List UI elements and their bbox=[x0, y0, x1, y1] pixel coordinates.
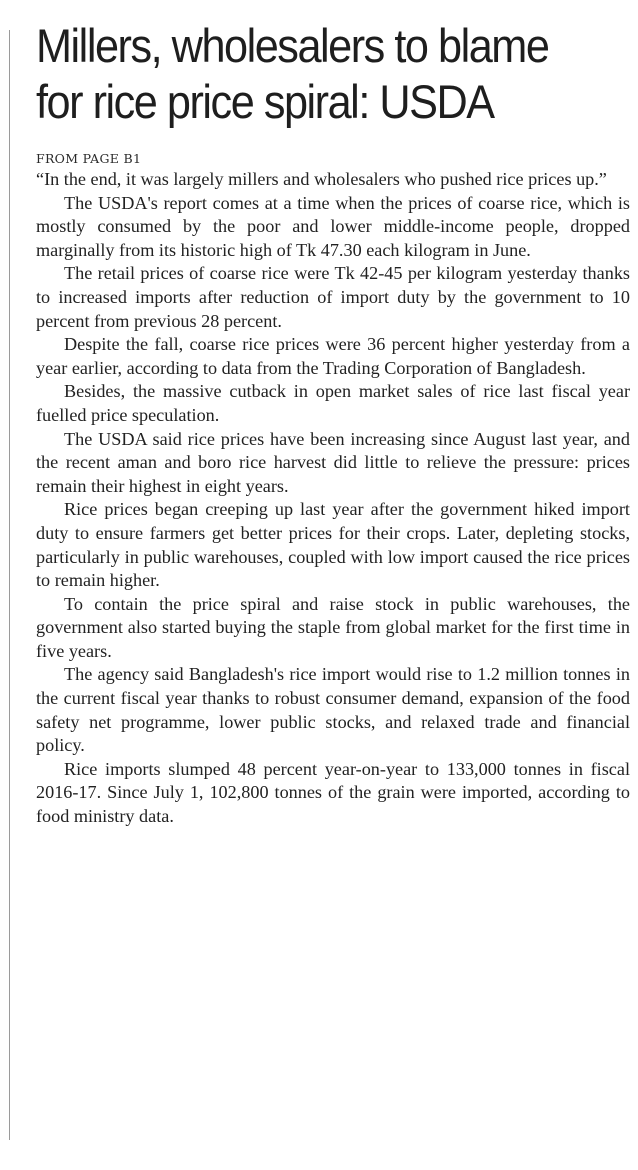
article-body bbox=[36, 168, 630, 829]
paragraph: The retail prices of coarse rice were Tk 42-45 per kilogram yesterday thanks to increased imports after reduction of import duty by the government to 10 percent from previous 28 percent. bbox=[36, 263, 630, 331]
article bbox=[36, 18, 630, 829]
headline-line-2: for rice price spiral: USDA bbox=[36, 75, 494, 128]
column-rule bbox=[9, 30, 10, 1140]
paragraph: To contain the price spiral and raise stock in public warehouses, the government also started buying the staple from global market for the first time in five years. bbox=[36, 593, 630, 661]
paragraph: Rice imports slumped 48 percent year-on-year to 133,000 tonnes in fiscal 2016-17. Since July 1, 102,800 tonnes of the grain were imported, according to food ministry data. bbox=[36, 758, 630, 827]
paragraph: “In the end, it was largely millers and wholesalers who pushed rice prices up.” bbox=[36, 169, 607, 189]
paragraph: The USDA's report comes at a time when the prices of coarse rice, which is mostly consumed by the poor and lower middle-income people, dropped marginally from its historic high of Tk 47.30 each kilogram in June. bbox=[36, 192, 630, 260]
kicker: FROM PAGE B1 bbox=[36, 151, 142, 166]
paragraph: The agency said Bangladesh's rice import would rise to 1.2 million tonnes in the current fiscal year thanks to robust consumer demand, expansion of the food safety net programme, lower public stocks, and relaxed trade and financial policy. bbox=[36, 664, 630, 756]
paragraph: The USDA said rice prices have been increasing since August last year, and the recent aman and boro rice harvest did little to relieve the pressure: prices remain their highest in eight years. bbox=[36, 428, 630, 496]
paragraph: Despite the fall, coarse rice prices were 36 percent higher yesterday from a year earlier, according to data from the Trading Corporation of Bangladesh. bbox=[36, 334, 630, 378]
paragraph: Rice prices began creeping up last year after the government hiked import duty to ensure farmers get better prices for their crops. Later, depleting stocks, particularly in public warehouses, coupled with low import caused the rice prices to remain higher. bbox=[36, 499, 630, 591]
headline-line-1: Millers, wholesalers to blame bbox=[36, 19, 549, 72]
headline bbox=[36, 18, 582, 130]
paragraph: Besides, the massive cutback in open market sales of rice last fiscal year fuelled price speculation. bbox=[36, 381, 630, 425]
